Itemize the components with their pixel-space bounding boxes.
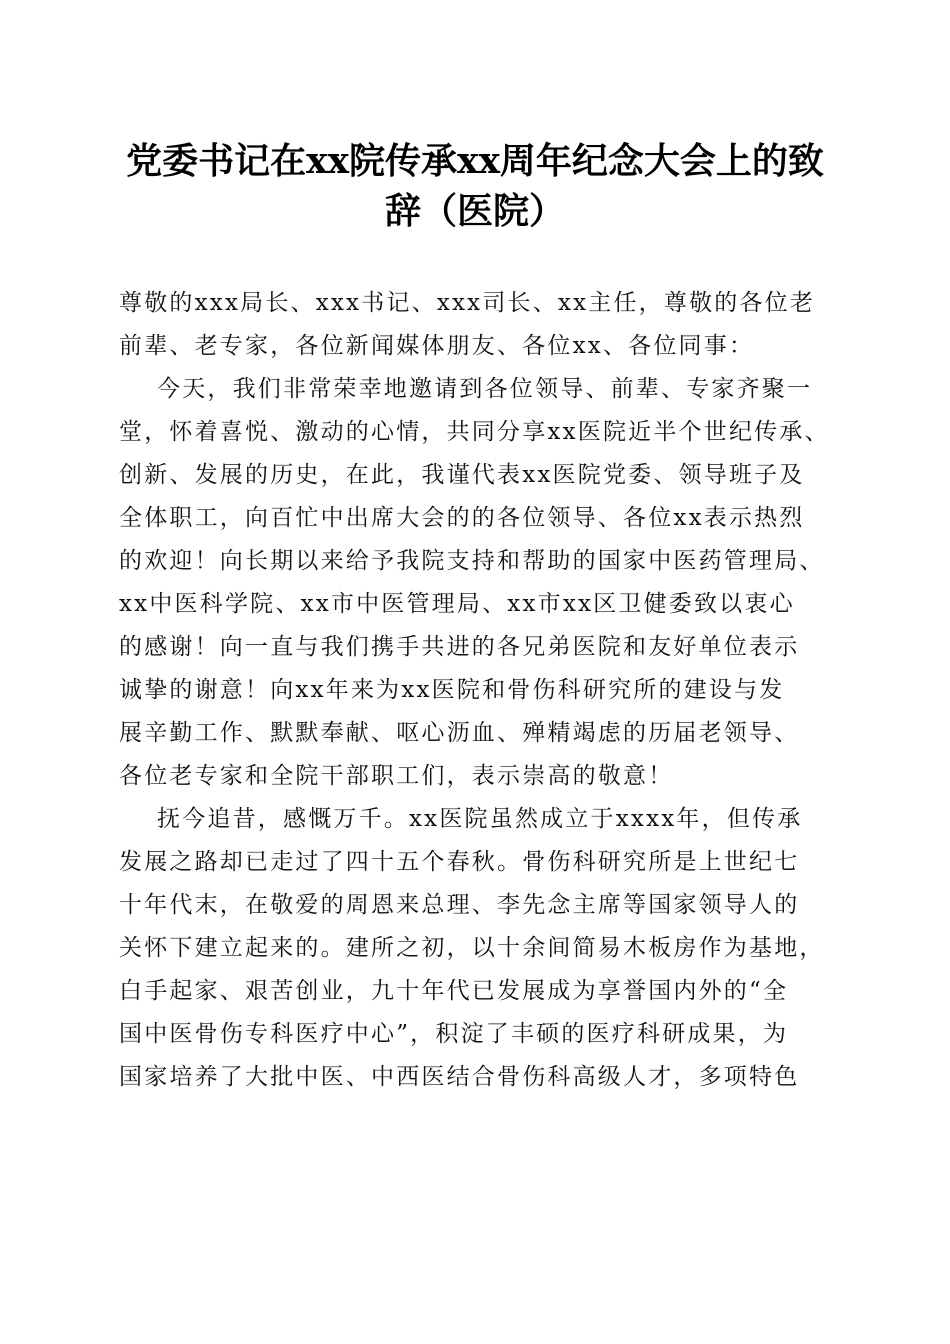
document-title-line-1: 党委书记在xx院传承xx周年纪念大会上的致 bbox=[126, 140, 824, 182]
paragraph-line: 抚今追昔，感慨万千。xx医院虽然成立于xxxx年，但传承 bbox=[157, 806, 803, 832]
paragraph-line: 诚挚的谢意！向xx年来为xx医院和骨伤科研究所的建设与发 bbox=[119, 677, 785, 703]
paragraph-line: 全体职工，向百忙中出席大会的的各位领导、各位xx表示热烈 bbox=[119, 505, 805, 531]
paragraph-line: 今天，我们非常荣幸地邀请到各位领导、前辈、专家齐聚一 bbox=[157, 376, 813, 402]
paragraph-line: 关怀下建立起来的。建所之初，以十余间简易木板房作为基地， bbox=[119, 935, 825, 961]
paragraph-line: 创新、发展的历史，在此，我谨代表xx医院党委、领导班子及 bbox=[119, 462, 805, 488]
paragraph-line: 国家培养了大批中医、中西医结合骨伤科高级人才，多项特色 bbox=[119, 1064, 800, 1090]
paragraph-line: xx中医科学院、xx市中医管理局、xx市xx区卫健委致以衷心 bbox=[119, 591, 795, 617]
paragraph-line: 堂，怀着喜悦、激动的心情，共同分享xx医院近半个世纪传承、 bbox=[119, 419, 830, 445]
salutation-line: 尊敬的xxx局长、xxx书记、xxx司长、xx主任，尊敬的各位老 bbox=[119, 290, 816, 316]
paragraph-line: 展辛勤工作、默默奉献、呕心沥血、殚精竭虑的历届老领导、 bbox=[119, 720, 800, 746]
document-title-line-2: 辞（医院） bbox=[384, 190, 565, 232]
salutation-line: 前辈、老专家，各位新闻媒体朋友、各位xx、各位同事： bbox=[119, 333, 755, 359]
paragraph-line: 十年代末，在敬爱的周恩来总理、李先念主席等国家领导人的 bbox=[119, 892, 800, 918]
paragraph-line: 国中医骨伤专科医疗中心”，积淀了丰硕的医疗科研成果，为 bbox=[119, 1021, 789, 1047]
paragraph-line: 白手起家、艰苦创业，九十年代已发展成为享誉国内外的“全 bbox=[119, 978, 789, 1004]
paragraph-line: 的欢迎！向长期以来给予我院支持和帮助的国家中医药管理局、 bbox=[119, 548, 825, 574]
paragraph-line: 发展之路却已走过了四十五个春秋。骨伤科研究所是上世纪七 bbox=[119, 849, 800, 875]
paragraph-line: 的感谢！向一直与我们携手共进的各兄弟医院和友好单位表示 bbox=[119, 634, 800, 660]
paragraph-line: 各位老专家和全院干部职工们，表示崇高的敬意！ bbox=[119, 763, 674, 789]
